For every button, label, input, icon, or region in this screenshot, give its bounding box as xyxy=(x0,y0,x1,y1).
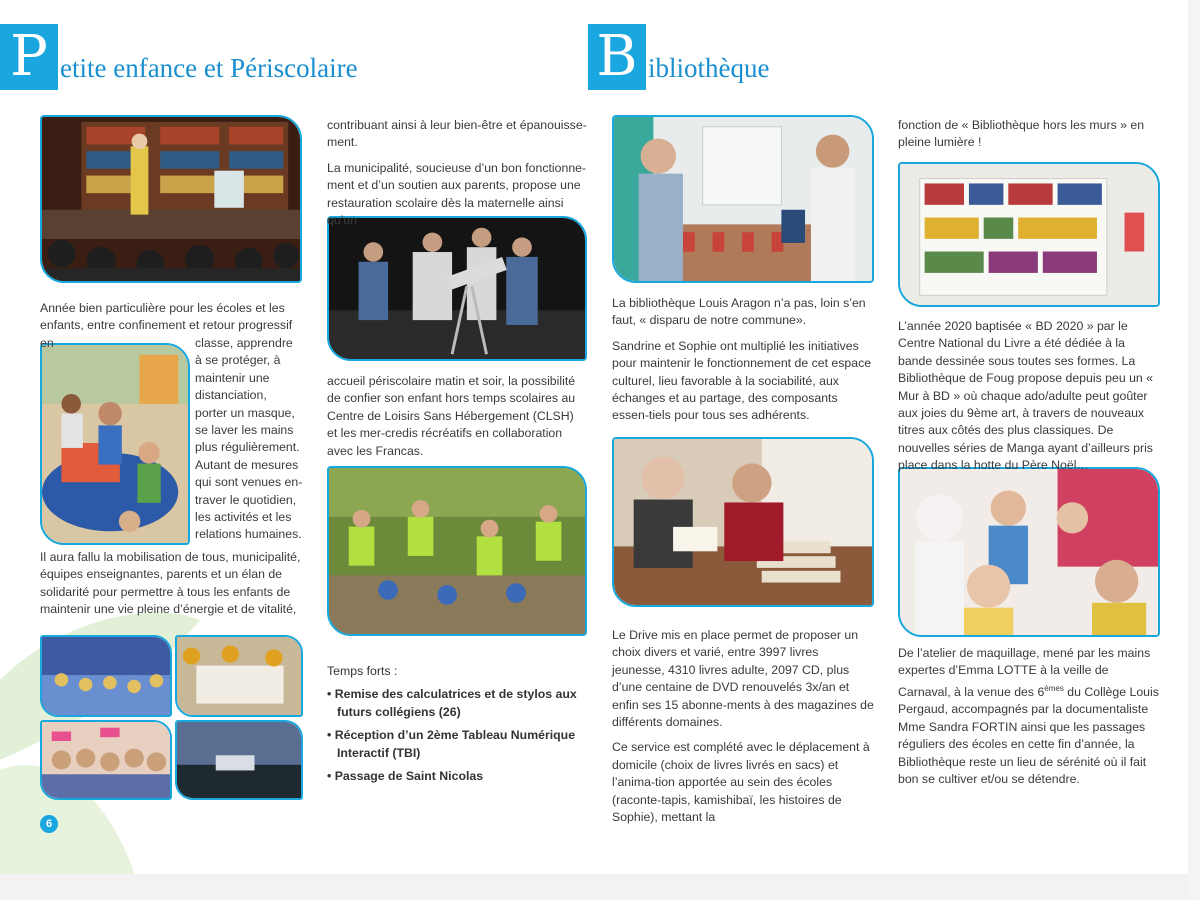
photo-group-masks xyxy=(40,720,172,800)
highlights-box xyxy=(327,663,582,791)
left-col2-top: contribuant ainsi à leur bien-être et épanouisse-ment. La municipalité, soucieuse d’un bon fonctionne-ment et d’un soutien aux parents, propose une restauration scolaire dès la maternelle ainsi qu’un xyxy=(327,118,587,228)
photo-face-painting xyxy=(898,467,1160,637)
photo-drawing-kids xyxy=(175,635,303,717)
highlights-list xyxy=(327,686,582,785)
right-title-text: ibliothèque xyxy=(648,53,770,83)
left-col2-middle: accueil périscolaire matin et soir, la possibilité de confier son enfant hors temps scolaires au Centre de Loisirs Sans Hébergement (CLSH) et les mer-credis récréatifs en collaboration avec les Francas. xyxy=(327,374,576,458)
photo-gym-kids xyxy=(40,635,172,717)
page-number: 6 xyxy=(40,815,58,833)
left-col1-intro: Année bien particulière pour les écoles et les enfants, entre confinement et retour progressif en xyxy=(40,301,293,350)
left-col1-after: Il aura fallu la mobilisation de tous, municipalité, équipes enseignantes, parents et un élan de solidarité pour permettre à tous les enfants de maintenir une vie pleine d’énergie et de vitalité, xyxy=(40,550,301,617)
left-col1-wrap: classe, apprendre à se protéger, à maintenir une distanciation, porter un masque, se laver les mains plus régulièrement. Autant de mesures qui sont venues en- traver le quotidien, les activités et les relations humaines. xyxy=(195,336,303,542)
left-page-title xyxy=(0,24,358,90)
photo-library-show xyxy=(40,115,302,283)
right-col4-bottom: De l’atelier de maquillage, mené par les mains expertes d’Emma LOTTE à la veille de Carnaval, à la venue des 6èmes du Collège Louis Pergaud, accompagnés par la documentaliste Mme Sandra FORTIN ainsi que les passages réguliers des écoles en cette fin d’année, la Bibliothèque reste un lieu de sérénité où il fait bon se cultiver et/ou se détendre. xyxy=(898,646,1159,786)
photo-classroom xyxy=(40,343,190,545)
right-page-title xyxy=(588,24,769,90)
left-title-initial: P xyxy=(0,24,58,90)
right-col4-top: fonction de « Bibliothèque hors les murs » en pleine lumière ! xyxy=(898,118,1145,150)
highlight-item: • Remise des calculatrices et de stylos aux futurs collégiens (26) xyxy=(327,686,582,721)
bottom-band xyxy=(0,874,1200,900)
highlight-item: • Réception d’un 2ème Tableau Numérique Interactif (TBI) xyxy=(327,727,582,762)
photo-outdoor-activity xyxy=(327,466,587,636)
photo-bd-wall xyxy=(898,162,1160,307)
left-title-text: etite enfance et Périscolaire xyxy=(60,53,358,83)
photo-telescope-night xyxy=(327,216,587,361)
highlights-title: Temps forts : xyxy=(327,664,398,678)
right-col4-middle: L’année 2020 baptisée « BD 2020 » par le Centre National du Livre a été dédiée à la bande dessinée sous toutes ses formes. La Bibliothèque de Foug propose depuis peu un « Mur à BD » où chaque ado/adulte peut goûter aux joies du 9ème art, à travers de nouveaux titres aux côtés des plus classiques. De nouvelles séries de Manga ayant d’ailleurs pris place dans la hotte du Père Noël… xyxy=(898,319,1154,473)
right-col3-top: La bibliothèque Louis Aragon n’a pas, loin s’en faut, « disparu de notre commune». Sandrine et Sophie ont multiplié les initiatives pour maintenir le fonctionnement de cet espace culturel, lieu favorable à la sociabilité, aux échanges et au partage, des composants essen-tiels pour tous ses adhérents. xyxy=(612,296,872,423)
highlight-item: • Passage de Saint Nicolas xyxy=(327,768,582,785)
right-title-initial: B xyxy=(588,24,646,90)
page-edge xyxy=(1188,0,1200,900)
right-col3-bottom: Le Drive mis en place permet de proposer un choix divers et varié, entre 3997 livres jeunesse, 4310 livres adulte, 2097 CD, plus d’une centaine de DVD renouvelés 3x/an et enfin ses 15 abonne-ments à des magazines de différents domaines. Ce service est complété avec le déplacement à domicile (choix de livres livrés en sacs) et l’anima-tion apportée au sein des écoles (raconte-tapis, kamishibaï, les histoires de Sophie), mettant la xyxy=(612,628,874,825)
photo-reading-table xyxy=(612,437,874,607)
photo-outdoor-dusk xyxy=(175,720,303,800)
photo-librarians xyxy=(612,115,874,283)
